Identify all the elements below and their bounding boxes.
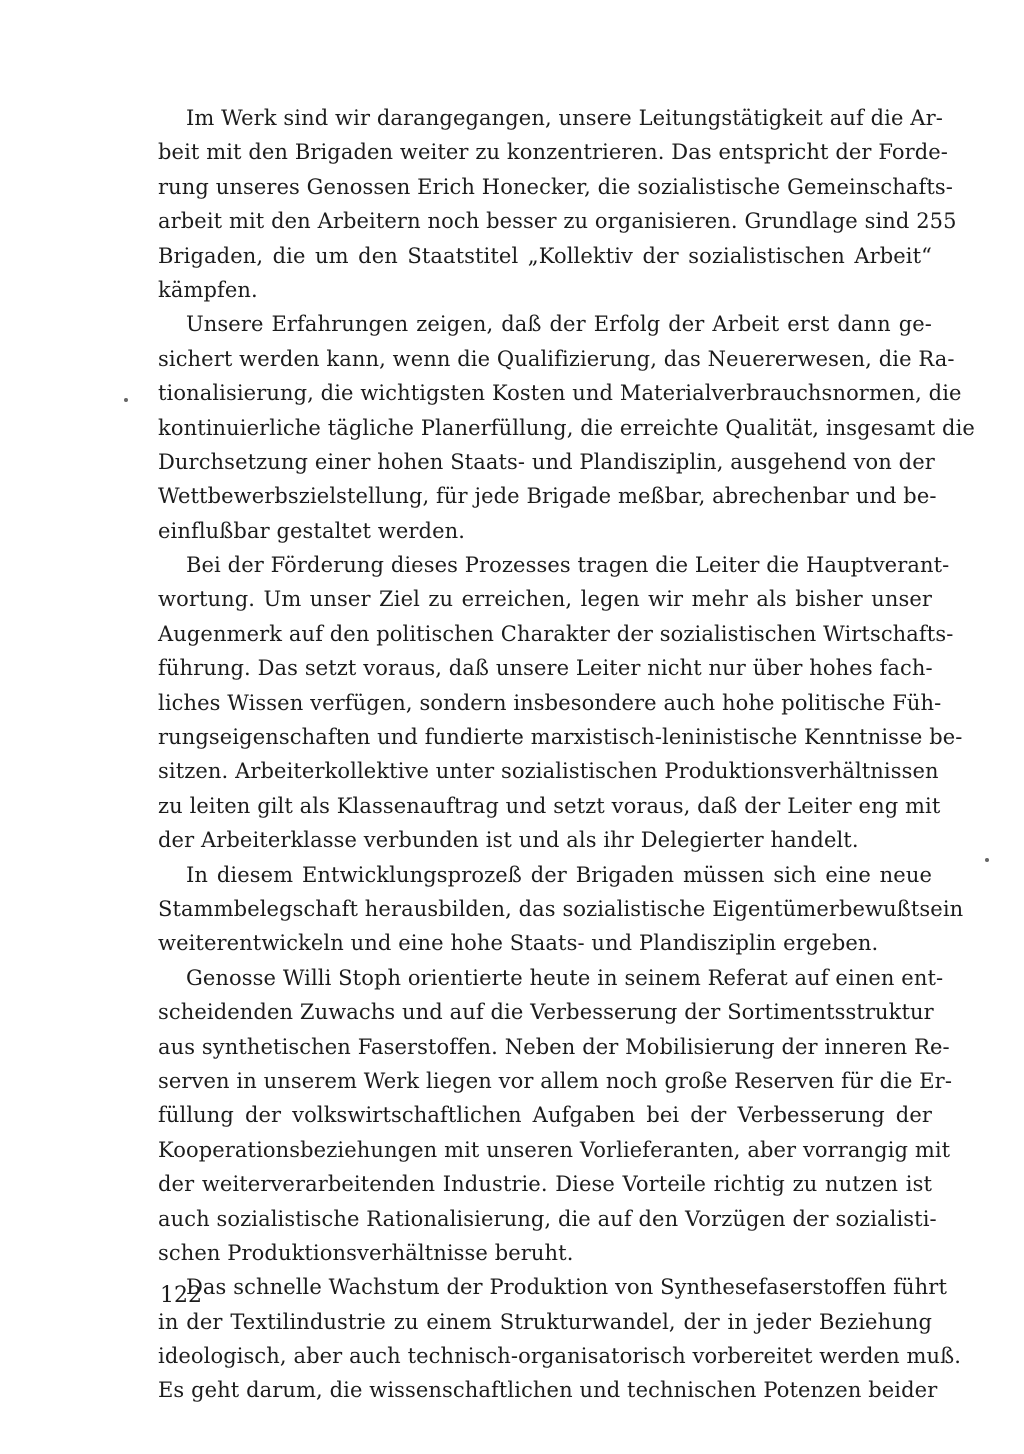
text-line: sichert werden kann, wenn die Qualifizierung, das Neuererwesen, die Ra-	[158, 346, 955, 371]
text-line: in der Textilindustrie zu einem Strukturwandel, der in jeder Beziehung	[158, 1309, 932, 1334]
text-line: Bei der Förderung dieses Prozesses tragen die Leiter die Hauptverant-	[186, 553, 950, 578]
text-line: füllung der volkswirtschaftlichen Aufgaben bei der Verbesserung der	[158, 1103, 932, 1128]
text-line: arbeit mit den Arbeitern noch besser zu organisieren. Grundlage sind 255	[158, 209, 957, 234]
text-line: Wettbewerbszielstellung, für jede Brigade meßbar, abrechenbar und be-	[158, 484, 937, 509]
text-line: Augenmerk auf den politischen Charakter der sozialistischen Wirtschafts-	[158, 621, 954, 646]
text-line: aus synthetischen Faserstoffen. Neben der Mobilisierung der inneren Re-	[158, 1034, 950, 1059]
text-line: liches Wissen verfügen, sondern insbesondere auch hohe politische Füh-	[158, 690, 942, 715]
text-line: serven in unserem Werk liegen vor allem noch große Reserven für die Er-	[158, 1068, 953, 1093]
text-line: auch sozialistische Rationalisierung, die auf den Vorzügen der sozialisti-	[158, 1206, 937, 1231]
text-line: Es geht darum, die wissenschaftlichen und technischen Potenzen beider	[158, 1378, 938, 1403]
text-line: schen Produktionsverhältnisse beruht.	[158, 1240, 574, 1265]
text-line: zu leiten gilt als Klassenauftrag und setzt voraus, daß der Leiter eng mit	[158, 793, 941, 818]
text-line: In diesem Entwicklungsprozeß der Brigaden müssen sich eine neue	[186, 862, 932, 887]
text-line: Unsere Erfahrungen zeigen, daß der Erfolg der Arbeit erst dann ge-	[186, 312, 932, 337]
text-line: beit mit den Brigaden weiter zu konzentrieren. Das entspricht der Forde-	[158, 140, 949, 165]
text-line: Das schnelle Wachstum der Produktion von Synthesefaserstoffen führt	[186, 1275, 947, 1300]
text-line: Im Werk sind wir darangegangen, unsere Leitungstätigkeit auf die Ar-	[186, 106, 943, 130]
text-line: kontinuierliche tägliche Planerfüllung, die erreichte Qualität, insgesamt die	[158, 415, 975, 440]
text-line: sitzen. Arbeiterkollektive unter sozialistischen Produktionsverhältnissen	[158, 759, 939, 784]
page-number: 122	[160, 1283, 202, 1308]
text-line: führung. Das setzt voraus, daß unsere Leiter nicht nur über hohes fach-	[158, 656, 933, 681]
text-line: Durchsetzung einer hohen Staats- und Plandisziplin, ausgehend von der	[158, 449, 935, 474]
text-line: ideologisch, aber auch technisch-organisatorisch vorbereitet werden muß.	[158, 1344, 962, 1369]
scan-speck	[124, 398, 128, 402]
scan-speck	[985, 858, 989, 862]
text-line: rungseigenschaften und fundierte marxistisch-leninistische Kenntnisse be-	[158, 725, 963, 750]
text-line: kämpfen.	[158, 277, 258, 302]
text-line: tionalisierung, die wichtigsten Kosten und Materialverbrauchsnormen, die	[158, 381, 962, 406]
text-line: rung unseres Genossen Erich Honecker, die sozialistische Gemeinschafts-	[158, 174, 953, 199]
text-line: der Arbeiterklasse verbunden ist und als ihr Delegierter handelt.	[158, 828, 859, 853]
text-line: Brigaden, die um den Staatstitel „Kollektiv der sozialistischen Arbeit“	[158, 243, 932, 268]
text-line: einflußbar gestaltet werden.	[158, 518, 466, 543]
text-line: wortung. Um unser Ziel zu erreichen, legen wir mehr als bisher unser	[158, 587, 932, 612]
text-line: weiterentwickeln und eine hohe Staats- und Plandisziplin ergeben.	[158, 931, 879, 956]
text-line: Genosse Willi Stoph orientierte heute in seinem Referat auf einen ent-	[186, 965, 944, 990]
text-line: Stammbelegschaft herausbilden, das sozialistische Eigentümerbewußtsein	[158, 896, 964, 921]
body-text	[158, 101, 975, 1408]
text-line: Kooperationsbeziehungen mit unseren Vorlieferanten, aber vorrangig mit	[158, 1137, 951, 1162]
text-line: scheidenden Zuwachs und auf die Verbesserung der Sortimentsstruktur	[158, 1000, 934, 1025]
text-line: der weiterverarbeitenden Industrie. Diese Vorteile richtig zu nutzen ist	[158, 1172, 932, 1197]
